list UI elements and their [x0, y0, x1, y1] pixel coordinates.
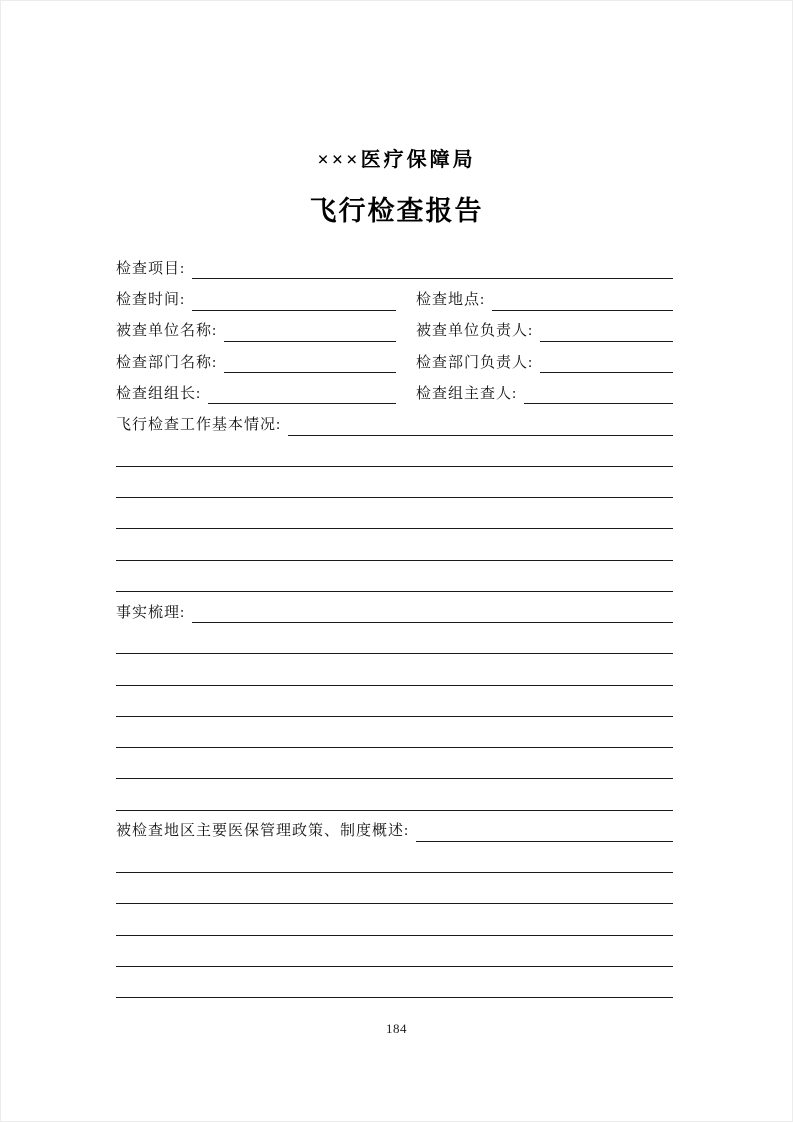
page-number: 184	[386, 1021, 407, 1036]
fill-in-line	[540, 341, 673, 342]
field-row-project	[116, 248, 673, 279]
fill-in-line	[116, 778, 673, 779]
fill-in-line	[116, 497, 673, 498]
field-label-chief-inspector: 检查组主查人:	[416, 385, 518, 402]
form-body	[116, 248, 673, 998]
fill-in-line	[116, 466, 673, 467]
fill-in-line	[224, 372, 396, 373]
section-row-policy-overview	[116, 811, 673, 842]
blank-fill-in-row	[116, 748, 673, 779]
fill-in-line	[116, 685, 673, 686]
blank-fill-in-row	[116, 686, 673, 717]
field-label-place: 检查地点:	[416, 292, 486, 308]
section-row-basic-info	[116, 404, 673, 435]
fill-in-line	[224, 341, 396, 342]
blank-fill-in-row	[116, 842, 673, 873]
fill-in-line	[208, 403, 396, 404]
fill-in-line	[116, 997, 673, 998]
fill-in-line	[116, 591, 673, 592]
fill-in-line	[192, 622, 673, 623]
field-row-dept	[116, 342, 673, 373]
blank-fill-in-row	[116, 904, 673, 935]
blank-lines-policy-overview	[116, 842, 673, 998]
fill-in-line	[116, 935, 673, 936]
fill-in-line	[116, 872, 673, 873]
field-cell-chief-inspector	[416, 385, 673, 405]
fill-in-line	[540, 372, 673, 373]
fill-in-line	[116, 966, 673, 967]
field-cell-time	[116, 291, 396, 311]
field-label-unit-head: 被查单位负责人:	[416, 323, 534, 340]
field-cell-unit-name	[116, 322, 396, 342]
fill-in-line	[116, 747, 673, 748]
field-cell-dept-name	[116, 354, 396, 374]
fill-in-line	[288, 435, 673, 436]
blank-fill-in-row	[116, 498, 673, 529]
blank-fill-in-row	[116, 623, 673, 654]
field-cell-dept-head	[416, 354, 673, 374]
blank-fill-in-row	[116, 436, 673, 467]
fill-in-line	[416, 841, 673, 842]
fill-in-line	[116, 653, 673, 654]
section-label-fact-review: 事实梳理:	[116, 604, 186, 621]
blank-fill-in-row	[116, 717, 673, 748]
field-row-unit	[116, 311, 673, 342]
field-cell-unit-head	[416, 322, 673, 342]
section-label-basic-info: 飞行检查工作基本情况:	[116, 417, 282, 433]
fill-in-line	[116, 903, 673, 904]
blank-fill-in-row	[116, 873, 673, 904]
fill-in-line	[116, 716, 673, 717]
field-label-project: 检查项目:	[116, 260, 186, 277]
section-row-fact-review	[116, 592, 673, 623]
fill-in-line	[116, 528, 673, 529]
blank-fill-in-row	[116, 936, 673, 967]
field-row-team	[116, 373, 673, 404]
blank-fill-in-row	[116, 561, 673, 592]
field-label-dept-name: 检查部门名称:	[116, 354, 218, 371]
field-label-time: 检查时间:	[116, 292, 186, 308]
blank-lines-basic-info	[116, 436, 673, 592]
field-cell-team-leader	[116, 385, 396, 405]
field-cell-place	[416, 291, 673, 311]
org-title: ×××医疗保障局	[317, 149, 476, 171]
field-label-unit-name: 被查单位名称:	[116, 323, 218, 340]
fill-in-line	[524, 403, 673, 404]
fill-in-line	[492, 310, 673, 311]
fill-in-line	[192, 278, 673, 279]
field-row-time-place	[116, 279, 673, 310]
blank-fill-in-row	[116, 654, 673, 685]
doc-title: 飞行检查报告	[309, 196, 484, 226]
fill-in-line	[116, 560, 673, 561]
field-label-team-leader: 检查组组长:	[116, 385, 202, 402]
blank-fill-in-row	[116, 967, 673, 998]
field-label-dept-head: 检查部门负责人:	[416, 354, 534, 371]
blank-fill-in-row	[116, 467, 673, 498]
blank-lines-fact-review	[116, 623, 673, 811]
section-label-policy-overview: 被检查地区主要医保管理政策、制度概述:	[116, 823, 410, 840]
blank-fill-in-row	[116, 529, 673, 560]
blank-fill-in-row	[116, 779, 673, 810]
fill-in-line	[116, 810, 673, 811]
fill-in-line	[192, 310, 396, 311]
